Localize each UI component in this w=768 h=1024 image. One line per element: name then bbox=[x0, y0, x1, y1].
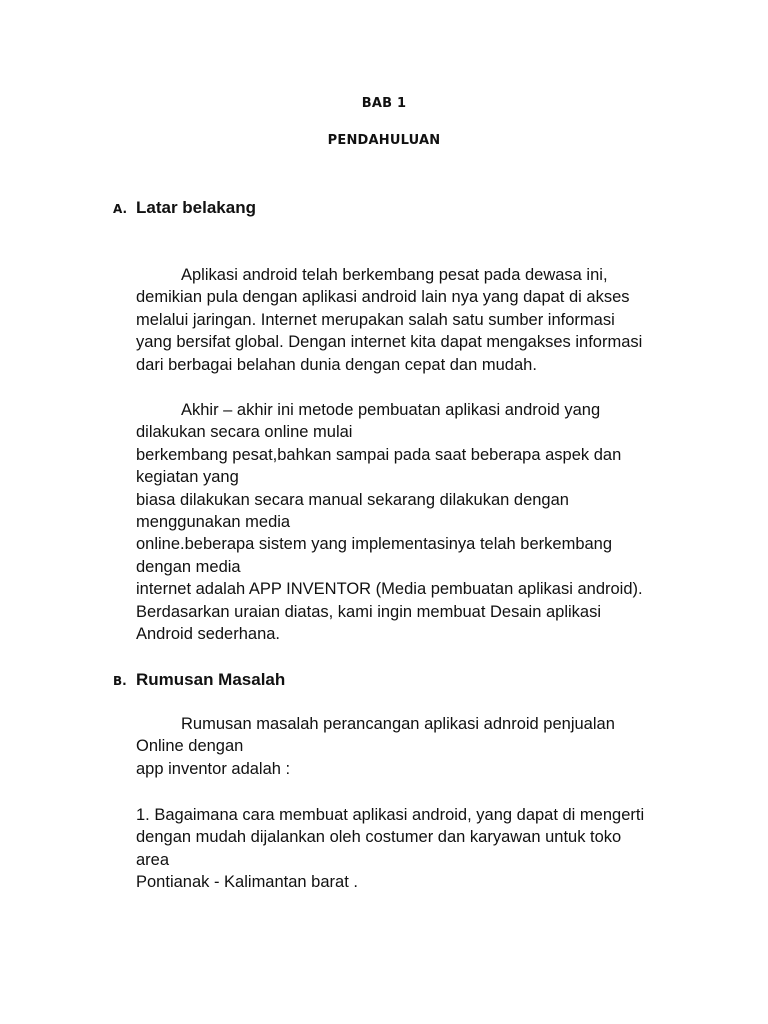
paragraph-line: menggunakan media bbox=[136, 513, 291, 532]
section-a-title: Latar belakang bbox=[136, 198, 256, 217]
paragraph-line: dengan mudah dijalankan oleh costumer dan karyawan untuk toko bbox=[136, 828, 622, 847]
paragraph-line: dengan media bbox=[136, 557, 241, 576]
section-a-paragraph-2 bbox=[136, 399, 696, 645]
paragraph-line: yang bersifat global. Dengan internet kita dapat mengakses informasi bbox=[136, 333, 643, 352]
paragraph-line: online.beberapa sistem yang implementasinya telah berkembang bbox=[136, 535, 613, 554]
section-a-heading bbox=[113, 198, 256, 218]
paragraph-line: Rumusan masalah perancangan aplikasi adnroid penjualan bbox=[181, 715, 615, 733]
section-b-paragraph-1 bbox=[136, 713, 696, 780]
paragraph-line: Online dengan bbox=[136, 737, 244, 756]
paragraph-line: melalui jaringan. Internet merupakan salah satu sumber informasi bbox=[136, 310, 615, 329]
section-a-paragraph-1 bbox=[136, 264, 696, 376]
chapter-title: PENDAHULUAN bbox=[327, 133, 441, 148]
paragraph-line: 1. Bagaimana cara membuat aplikasi android, yang dapat di mengerti bbox=[136, 806, 645, 824]
paragraph-line: dilakukan secara online mulai bbox=[136, 423, 353, 442]
paragraph-line: Android sederhana. bbox=[136, 625, 281, 644]
paragraph-line: internet adalah APP INVENTOR (Media pembuatan aplikasi android). bbox=[136, 580, 643, 599]
paragraph-line: biasa dilakukan secara manual sekarang dilakukan dengan bbox=[136, 490, 569, 509]
paragraph-line: app inventor adalah : bbox=[136, 759, 291, 778]
paragraph-line: Berdasarkan uraian diatas, kami ingin membuat Desain aplikasi bbox=[136, 602, 601, 621]
paragraph-line: area bbox=[136, 850, 170, 869]
chapter-heading: BAB 1 bbox=[361, 96, 407, 111]
paragraph-line: dari berbagai belahan dunia dengan cepat dan mudah. bbox=[136, 355, 537, 374]
paragraph-line: Pontianak - Kalimantan barat . bbox=[136, 873, 358, 892]
section-b-heading bbox=[113, 670, 285, 690]
section-b-title: Rumusan Masalah bbox=[136, 670, 286, 689]
section-b-letter: B. bbox=[113, 674, 127, 688]
paragraph-line: berkembang pesat,bahkan sampai pada saat beberapa aspek dan bbox=[136, 445, 622, 464]
section-a-letter: A. bbox=[113, 202, 128, 216]
paragraph-line: Aplikasi android telah berkembang pesat pada dewasa ini, bbox=[181, 266, 608, 284]
paragraph-line: demikian pula dengan aplikasi android lain nya yang dapat di akses bbox=[136, 288, 630, 307]
paragraph-line: Akhir – akhir ini metode pembuatan aplikasi android yang bbox=[181, 401, 601, 419]
paragraph-line: kegiatan yang bbox=[136, 468, 239, 487]
section-b-paragraph-2 bbox=[136, 804, 696, 894]
